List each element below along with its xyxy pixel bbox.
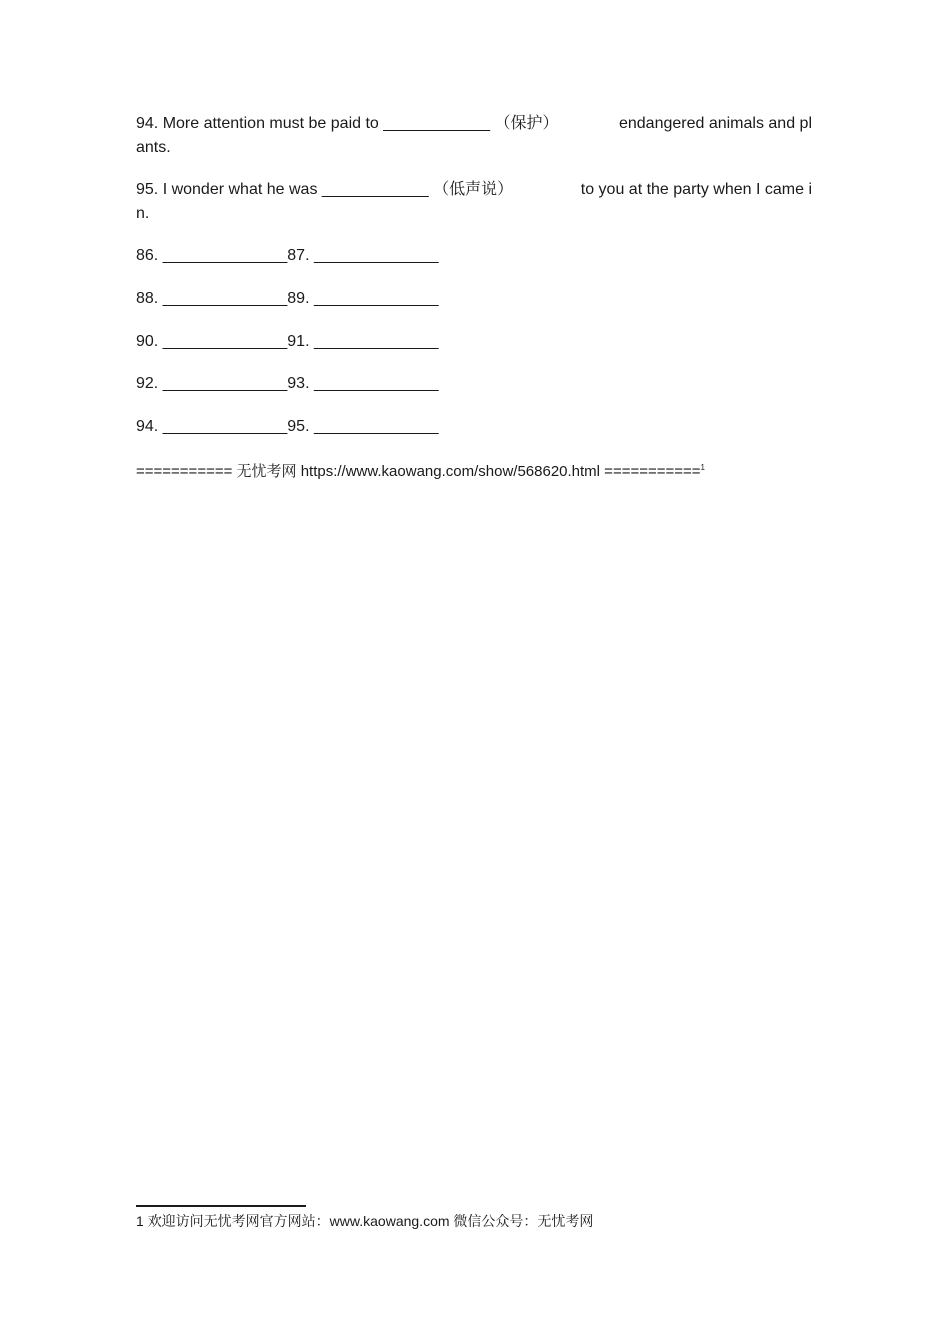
question-95-line-2: n.: [136, 205, 150, 222]
question-95-text: 95. I wonder what he was ____________ （低声说）: [136, 181, 514, 198]
question-94-text: 94. More attention must be paid to ____________ （保护）: [136, 115, 559, 132]
answer-line: 94. ______________95. ______________: [136, 418, 439, 435]
question-95-line-1: [136, 178, 812, 202]
footnote-ref: 1: [700, 463, 705, 472]
question-95-text-end: to you at the party when I came i: [580, 181, 812, 198]
source-separator-text: =========== 无忧考网 https://www.kaowang.com/show/568620.html ===========: [136, 463, 701, 480]
answer-line: 88. ______________89. ______________: [136, 290, 439, 307]
footnote-number: 1: [136, 1213, 144, 1229]
answer-line: 92. ______________93. ______________: [136, 375, 439, 392]
footnote-divider: [136, 1205, 306, 1207]
answer-line: 86. ______________87. ______________: [136, 247, 439, 264]
footnote-text: 欢迎访问无忧考网官方网站：www.kaowang.com 微信公众号：无忧考网: [147, 1213, 594, 1229]
question-94-text-end: endangered animals and pl: [618, 115, 812, 132]
footnote: [136, 1211, 593, 1231]
question-95: [136, 178, 812, 226]
source-separator: [136, 457, 705, 483]
question-94: [136, 112, 812, 160]
question-94-line-2: ants.: [136, 139, 171, 156]
answer-line: 90. ______________91. ______________: [136, 333, 439, 350]
question-94-line-1: [136, 112, 812, 136]
